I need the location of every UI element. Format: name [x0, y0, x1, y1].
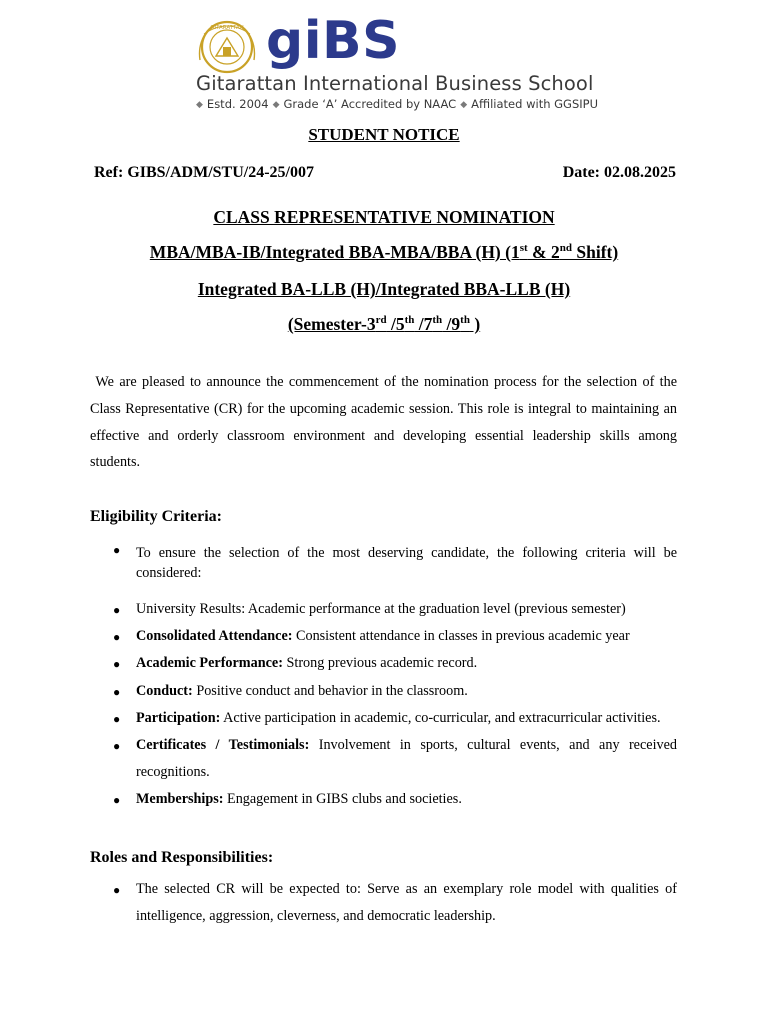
bullet-icon: ●: [113, 793, 121, 808]
accreditation-item: Estd. 2004: [206, 97, 269, 111]
list-item: [90, 650, 677, 677]
semester-text: /5: [386, 314, 405, 334]
bullet-icon: ●: [113, 657, 121, 672]
list-item: [90, 786, 677, 813]
list-item: [90, 876, 677, 930]
school-name: Gitarattan International Business School: [196, 72, 594, 95]
superscript: st: [519, 242, 528, 254]
list-item: [90, 732, 677, 786]
school-emblem-icon: [194, 20, 260, 74]
letterhead: [0, 0, 768, 120]
gibs-wordmark-logo: giBS: [266, 11, 401, 71]
list-item: [90, 678, 677, 705]
headline-title: CLASS REPRESENTATIVE NOMINATION: [213, 207, 555, 227]
diamond-separator-icon: ◆: [196, 100, 203, 110]
semester-text: (Semester-3: [287, 314, 376, 334]
accreditation-item: Affiliated with GGSIPU: [471, 97, 599, 111]
list-item-text: University Results: Academic performance at the graduation level (previous semester): [136, 601, 626, 617]
eligibility-criteria-list: [90, 596, 677, 814]
headline-programs-text: MBA/MBA-IB/Integrated BBA-MBA/BBA (H) (1: [149, 242, 520, 262]
semester-text: /7: [414, 314, 433, 334]
semester-text: /9: [442, 314, 461, 334]
notice-title: STUDENT NOTICE: [308, 125, 460, 144]
superscript: th: [460, 314, 470, 326]
list-item-label: Certificates / Testimonials:: [136, 737, 310, 754]
list-item-label: Conduct:: [136, 682, 193, 699]
bullet-icon: ●: [113, 739, 121, 754]
list-item-label: Consolidated Attendance:: [136, 628, 293, 645]
accreditation-item: Grade ‘A’ Accredited by NAAC: [283, 97, 457, 111]
bullet-icon: ●: [113, 543, 121, 557]
list-item-label: Participation:: [136, 709, 221, 726]
list-item-label: Memberships:: [136, 791, 224, 808]
reference-number: Ref: GIBS/ADM/STU/24-25/007: [94, 164, 314, 181]
bullet-icon: ●: [113, 711, 121, 726]
roles-list: [90, 876, 677, 930]
list-item-text: Strong previous academic record.: [282, 655, 478, 672]
superscript: th: [432, 314, 443, 326]
bullet-icon: ●: [113, 684, 121, 699]
eligibility-heading: Eligibility Criteria:: [90, 508, 222, 525]
notice-date: Date: 02.08.2025: [562, 164, 676, 181]
list-item: [90, 623, 677, 650]
diamond-separator-icon: ◆: [272, 100, 280, 110]
list-item-text: The selected CR will be expected to: Serve as an exemplary role model with qualities of intelligence, aggression, cleverness, and democratic leadership.: [136, 881, 677, 925]
list-item: [90, 596, 677, 623]
superscript: th: [404, 314, 415, 326]
bullet-icon: ●: [113, 630, 121, 645]
headline-programs-text: Shift): [572, 242, 619, 262]
list-item: [90, 543, 677, 583]
bullet-icon: ●: [113, 603, 121, 617]
emblem-lettering: GITARATTAN: [210, 25, 244, 31]
headline-law-programs: Integrated BA-LLB (H)/Integrated BBA-LLB (H): [197, 279, 571, 299]
bullet-icon: ●: [113, 883, 121, 897]
diamond-separator-icon: ◆: [460, 100, 468, 110]
list-item: [90, 705, 677, 732]
eligibility-lead-list: [90, 543, 677, 583]
superscript: nd: [559, 242, 572, 254]
semester-text: ): [469, 314, 481, 334]
roles-heading: Roles and Responsibilities:: [90, 849, 274, 866]
list-item-text: Active participation in academic, co-curricular, and extracurricular activities.: [220, 709, 661, 726]
list-item-text: Engagement in GIBS clubs and societies.: [223, 791, 462, 808]
list-item-text: Consistent attendance in classes in previous academic year: [292, 628, 630, 645]
intro-paragraph: We are pleased to announce the commencement of the nomination process for the selection of the Class Representative (CR) for the upcoming academic session. This role is integral to maintaining an effective and orderly classroom environment and developing essential leadership skills among students.: [90, 374, 681, 471]
list-item-text: To ensure the selection of the most deserving candidate, the following criteria will be considered:: [136, 545, 677, 581]
headline-semesters: [0, 313, 768, 335]
list-item-text: Involvement in sports, cultural events, and any received recognitions.: [136, 737, 677, 781]
accreditation-line: [196, 97, 598, 112]
list-item-text: Positive conduct and behavior in the classroom.: [192, 682, 468, 699]
list-item-label: Academic Performance:: [136, 655, 283, 672]
headline-programs: [0, 241, 768, 263]
superscript: rd: [375, 314, 387, 326]
headline-programs-text: & 2: [527, 242, 560, 262]
